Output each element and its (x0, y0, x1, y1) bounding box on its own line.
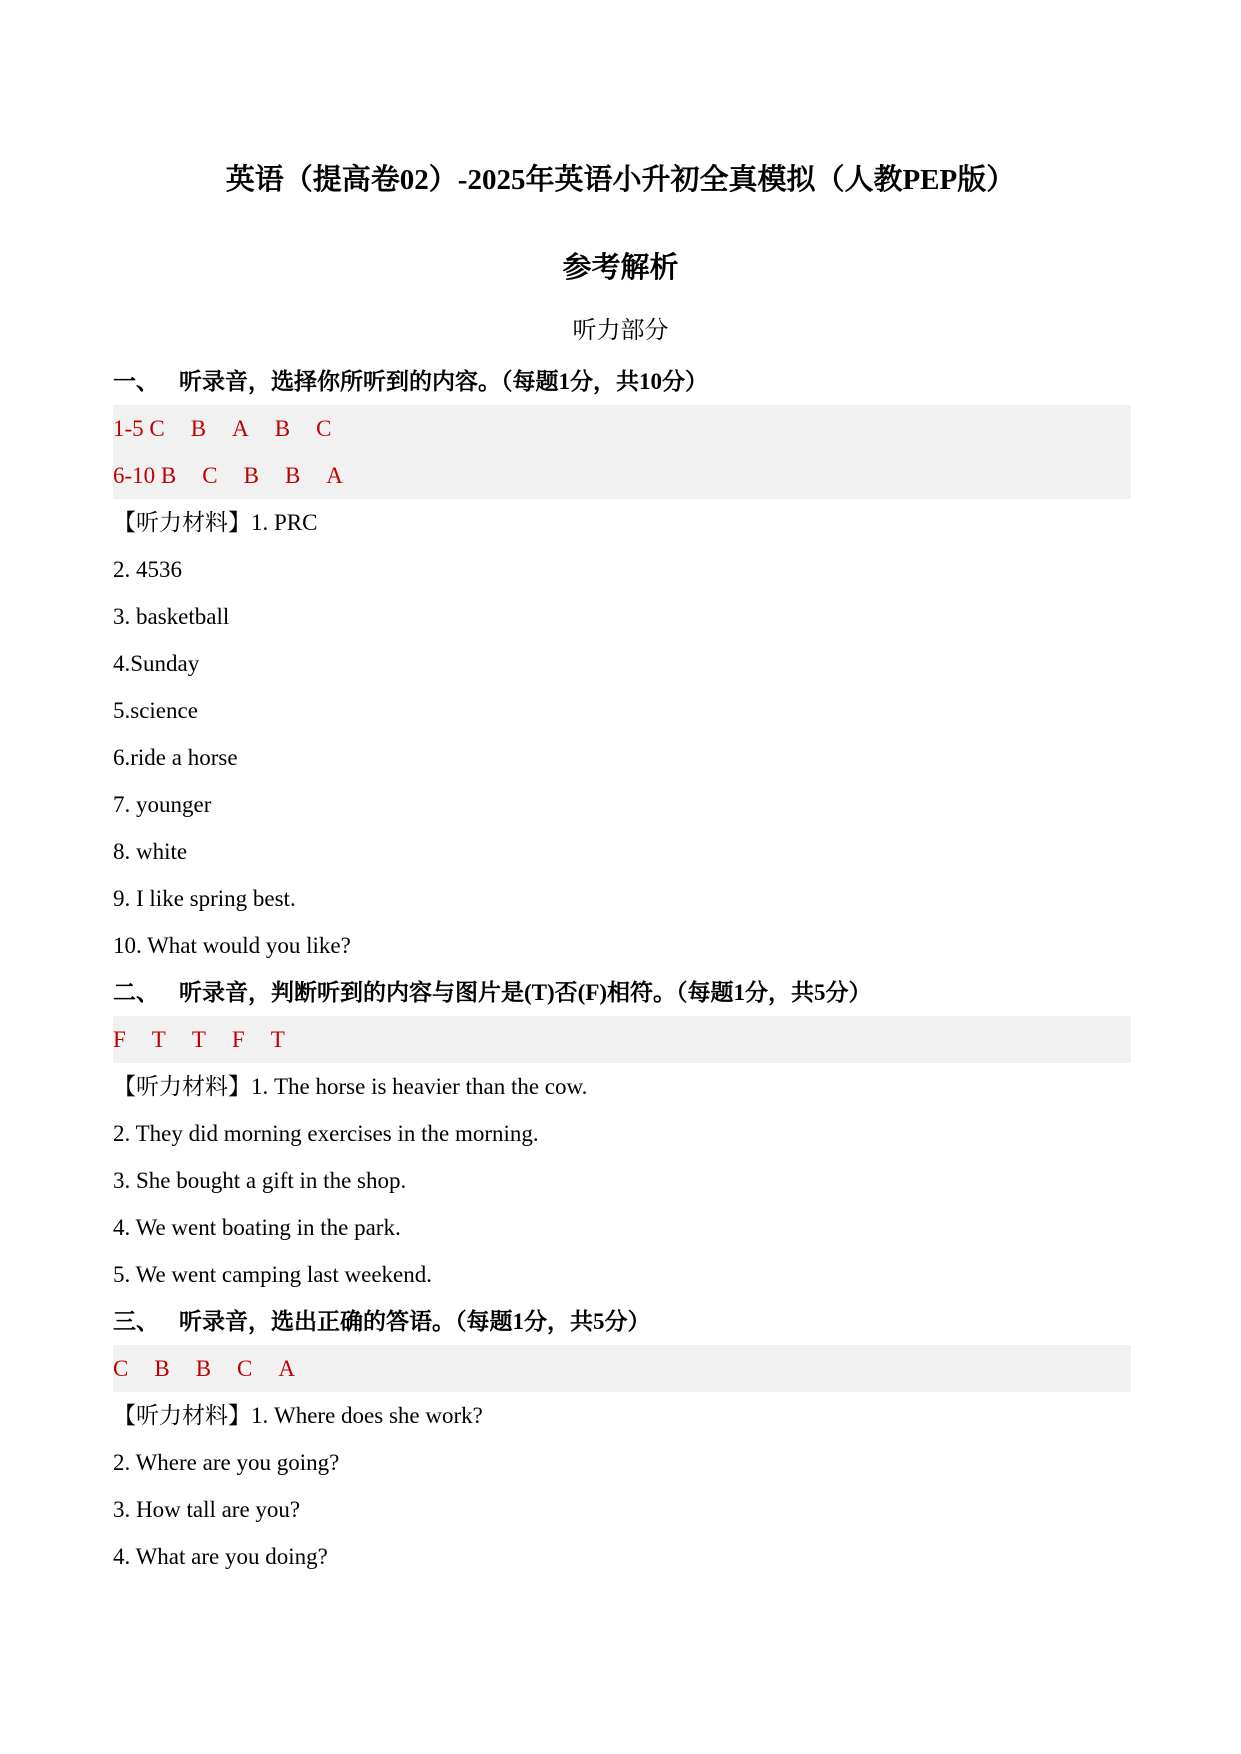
material-line (113, 1157, 1131, 1204)
answer-value: B (154, 1356, 170, 1381)
section-heading-text: 听录音，选出正确的答语。（每题1分，共5分） (179, 1309, 651, 1334)
section-number: 三、 (113, 1309, 159, 1334)
answer-block (113, 1345, 1131, 1392)
material-line (113, 499, 1131, 546)
answer-value: C (202, 463, 218, 488)
material-text: 4. What are you doing? (113, 1544, 328, 1569)
material-text: 8. white (113, 839, 188, 864)
material-text: 6.ride a horse (113, 745, 238, 770)
document-title: 英语（提高卷02）-2025年英语小升初全真模拟（人教PEP版） (225, 164, 1016, 196)
material-label: 【听力材料】 (113, 1403, 251, 1428)
material-line (113, 875, 1131, 922)
answer-row (113, 405, 1131, 452)
answer-value: B (195, 1356, 212, 1381)
answer-value: B (243, 463, 259, 488)
material-text: 1. The horse is heavier than the cow. (251, 1074, 588, 1099)
answer-row (113, 452, 1131, 499)
material-line (113, 922, 1131, 969)
answer-value: B (160, 463, 177, 488)
material-line (113, 1486, 1131, 1533)
answer-range: 6-10 (113, 463, 161, 488)
material-text: 4. We went boating in the park. (113, 1215, 401, 1240)
answer-value: T (151, 1027, 166, 1052)
material-label: 【听力材料】 (113, 510, 251, 535)
answer-value: B (190, 416, 207, 441)
section-heading-text: 听录音，选择你所听到的内容。（每题1分，共10分） (179, 369, 708, 394)
section-number: 二、 (113, 980, 159, 1005)
material-line (113, 828, 1131, 875)
material-line (113, 640, 1131, 687)
material-line (113, 1204, 1131, 1251)
answer-value: F (113, 1027, 126, 1052)
material-text: 2. They did morning exercises in the morning. (113, 1121, 539, 1146)
material-line (113, 1392, 1131, 1439)
answer-value: T (191, 1027, 206, 1052)
answer-block (113, 405, 1131, 499)
section-heading (113, 969, 1131, 1016)
material-text: 10. What would you like? (113, 933, 351, 958)
material-line (113, 734, 1131, 781)
material-text: 3. How tall are you? (113, 1497, 301, 1522)
answer-row (113, 1016, 1131, 1063)
part-heading: 听力部分 (572, 318, 669, 344)
answer-block (113, 1016, 1131, 1063)
document-subtitle: 参考解析 (562, 252, 679, 284)
section-number: 一、 (113, 369, 159, 394)
answer-value: T (270, 1027, 285, 1052)
section-heading (113, 1298, 1131, 1345)
material-line (113, 546, 1131, 593)
answer-value: C (113, 1356, 129, 1381)
answer-value: A (326, 463, 343, 488)
material-line (113, 1533, 1131, 1580)
answer-value: C (149, 416, 165, 441)
material-text: 1. PRC (251, 510, 318, 535)
answer-value: A (232, 416, 249, 441)
material-line (113, 687, 1131, 734)
material-text: 7. younger (113, 792, 212, 817)
answer-value: F (231, 1027, 245, 1052)
material-line (113, 1439, 1131, 1486)
material-line (113, 1251, 1131, 1298)
material-line (113, 1110, 1131, 1157)
material-text: 5.science (113, 698, 198, 723)
answer-value: C (316, 416, 332, 441)
answer-row (113, 1345, 1131, 1392)
material-line (113, 1063, 1131, 1110)
material-text: 2. Where are you going? (113, 1450, 340, 1475)
section-heading-text: 听录音，判断听到的内容与图片是(T)否(F)相符。（每题1分，共5分） (179, 980, 872, 1005)
document-body (113, 358, 1131, 1580)
answer-value: B (284, 463, 301, 488)
section-heading (113, 358, 1131, 405)
material-text: 9. I like spring best. (113, 886, 296, 911)
answer-range: 1-5 (113, 416, 150, 441)
answer-value: B (274, 416, 291, 441)
material-text: 4.Sunday (113, 651, 200, 676)
material-line (113, 781, 1131, 828)
material-text: 3. She bought a gift in the shop. (113, 1168, 407, 1193)
material-text: 1. Where does she work? (251, 1403, 483, 1428)
answer-value: C (237, 1356, 253, 1381)
material-text: 2. 4536 (113, 557, 182, 582)
answer-value: A (278, 1356, 295, 1381)
material-text: 3. basketball (113, 604, 230, 629)
material-text: 5. We went camping last weekend. (113, 1262, 432, 1287)
material-line (113, 593, 1131, 640)
material-label: 【听力材料】 (113, 1074, 251, 1099)
